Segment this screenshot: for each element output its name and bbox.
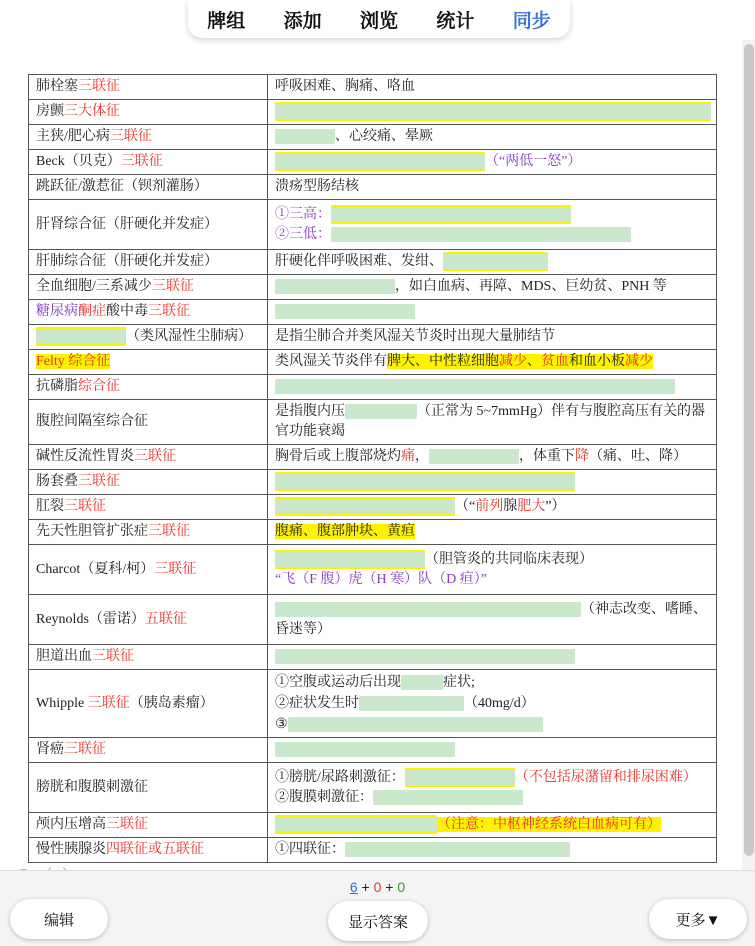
answer-cell xyxy=(268,300,717,325)
table-row xyxy=(29,250,717,275)
term-cell: 胆道出血三联征 xyxy=(29,645,268,670)
answer-cell: （胆管炎的共同临床表现） “飞（F 腹）虎（H 寒）队（D 疸）” xyxy=(268,545,717,595)
answer-mask[interactable] xyxy=(275,129,335,144)
table-row xyxy=(29,813,717,838)
answer-mask[interactable] xyxy=(275,552,425,567)
term-cell: 肺栓塞三联征 xyxy=(29,75,268,100)
answer-cell: ①四联征： xyxy=(268,838,717,863)
answer-mask[interactable] xyxy=(405,770,515,785)
answer-cell: （神志改变、嗜睡、 昏迷等） xyxy=(268,595,717,645)
term-cell: （类风湿性尘肺病） xyxy=(29,325,268,350)
answer-cell: 是指腹内压 （正常为 5~7mmHg）伴有与腹腔高压有关的器官功能衰竭 xyxy=(268,400,717,445)
term-cell: Beck（贝克）三联征 xyxy=(29,150,268,175)
term-cell: 房颤三大体征 xyxy=(29,100,268,125)
table-row xyxy=(29,470,717,495)
table-row xyxy=(29,350,717,375)
answer-cell: （“两低一怒”） xyxy=(268,150,717,175)
answer-mask[interactable] xyxy=(275,742,455,757)
learn-count: 0 xyxy=(373,879,382,895)
table-row xyxy=(29,125,717,150)
answer-mask[interactable] xyxy=(331,207,571,222)
term-cell: 慢性胰腺炎四联征或五联征 xyxy=(29,838,268,863)
answer-cell: 、心绞痛、晕厥 xyxy=(268,125,717,150)
term-cell: 碱性反流性胃炎三联征 xyxy=(29,445,268,470)
top-nav xyxy=(188,0,570,38)
answer-mask[interactable] xyxy=(275,474,575,489)
term-cell: 主狭/肥心病三联征 xyxy=(29,125,268,150)
answer-mask[interactable] xyxy=(275,602,581,617)
answer-mask[interactable] xyxy=(275,154,485,169)
answer-cell: 肝硬化伴呼吸困难、发绀、 xyxy=(268,250,717,275)
tab-add[interactable]: 添加 xyxy=(283,10,322,32)
term-cell: 肠套叠三联征 xyxy=(29,470,268,495)
term-cell: 颅内压增高三联征 xyxy=(29,813,268,838)
tab-sync[interactable]: 同步 xyxy=(512,10,551,32)
card-counts: 6 + 0 + 0 xyxy=(349,879,406,895)
tab-browse[interactable]: 浏览 xyxy=(359,10,398,32)
answer-cell: ，如白血病、再障、MDS、巨幼贫、PNH 等 xyxy=(268,275,717,300)
answer-cell xyxy=(268,738,717,763)
answer-cell: （注意：中枢神经系统白血病可有） xyxy=(268,813,717,838)
table-row xyxy=(29,275,717,300)
term-cell: 膀胱和腹膜刺激征 xyxy=(29,763,268,813)
table-row xyxy=(29,175,717,200)
answer-cell: ①三高： ②三低： xyxy=(268,200,717,250)
table-row xyxy=(29,200,717,250)
answer-cell: 腹痛、腹部肿块、黄疸 xyxy=(268,520,717,545)
table-row xyxy=(29,300,717,325)
answer-mask[interactable] xyxy=(443,254,548,269)
table-row xyxy=(29,670,717,738)
new-count: 6 xyxy=(349,879,358,895)
answer-cell: 类风湿关节炎伴有脾大、中性粒细胞减少、贫血和血小板减少 xyxy=(268,350,717,375)
term-cell: Reynolds（雷诺）五联征 xyxy=(29,595,268,645)
table-row xyxy=(29,838,717,863)
term-cell: Whipple 三联征（胰岛素瘤） xyxy=(29,670,268,738)
answer-mask[interactable] xyxy=(275,379,675,394)
term-cell: 先天性胆管扩张症三联征 xyxy=(29,520,268,545)
answer-mask[interactable] xyxy=(275,104,711,119)
term-cell: 肛裂三联征 xyxy=(29,495,268,520)
table-row xyxy=(29,325,717,350)
answer-mask[interactable] xyxy=(345,404,417,419)
table-row xyxy=(29,400,717,445)
answer-cell: 胸骨后或上腹部烧灼痛， ，体重下降（痛、吐、降） xyxy=(268,445,717,470)
answer-cell: ①膀胱/尿路刺激征： （不包括尿潴留和排尿困难） ②腹膜刺激征： xyxy=(268,763,717,813)
term-cell: 肾癌三联征 xyxy=(29,738,268,763)
table-row xyxy=(29,375,717,400)
answer-cell: 溃疡型肠结核 xyxy=(268,175,717,200)
answer-mask[interactable] xyxy=(345,842,570,857)
answer-cell: 呼吸困难、胸痛、咯血 xyxy=(268,75,717,100)
term-cell: Felty 综合征 xyxy=(29,350,268,375)
table-row xyxy=(29,520,717,545)
table-row xyxy=(29,763,717,813)
answer-mask[interactable] xyxy=(275,304,415,319)
term-cell: 肝肺综合征（肝硬化并发症） xyxy=(29,250,268,275)
term-cell: 糖尿病酮症酸中毒三联征 xyxy=(29,300,268,325)
term-cell: 抗磷脂综合征 xyxy=(29,375,268,400)
answer-mask[interactable] xyxy=(359,696,464,711)
answer-cell: （“前列腺肥大”） xyxy=(268,495,717,520)
table-row xyxy=(29,100,717,125)
edit-button[interactable]: 编辑 xyxy=(10,899,108,939)
term-cell: 全血细胞/三系减少三联征 xyxy=(29,275,268,300)
answer-cell: 是指尘肺合并类风湿关节炎时出现大量肺结节 xyxy=(268,325,717,350)
review-bottom-bar xyxy=(0,870,755,946)
table-row xyxy=(29,150,717,175)
term-cell: 腹腔间隔室综合征 xyxy=(29,400,268,445)
answer-mask[interactable] xyxy=(275,499,455,514)
answer-cell xyxy=(268,100,717,125)
answer-cell: ①空腹或运动后出现 症状; ②症状发生时 （40mg/d） ③ xyxy=(268,670,717,738)
term-cell: 跳跃征/激惹征（钡剂灌肠） xyxy=(29,175,268,200)
answer-cell xyxy=(268,470,717,495)
term-cell: 肝肾综合征（肝硬化并发症） xyxy=(29,200,268,250)
table-row xyxy=(29,75,717,100)
answer-mask[interactable] xyxy=(373,790,523,805)
answer-mask[interactable] xyxy=(275,279,395,294)
show-answer-button[interactable]: 显示答案 xyxy=(328,901,428,941)
more-button[interactable]: 更多▼ xyxy=(649,899,747,939)
scrollbar-thumb[interactable] xyxy=(744,44,754,856)
answer-cell xyxy=(268,645,717,670)
tab-decks[interactable]: 牌组 xyxy=(207,10,246,32)
card-table xyxy=(28,74,717,863)
table-row xyxy=(29,445,717,470)
answer-cell xyxy=(268,375,717,400)
table-row xyxy=(29,595,717,645)
tab-stats[interactable]: 统计 xyxy=(436,10,475,32)
review-count: 0 xyxy=(397,879,406,895)
table-row xyxy=(29,495,717,520)
answer-mask[interactable] xyxy=(288,717,543,732)
table-row xyxy=(29,738,717,763)
term-mask[interactable] xyxy=(36,329,126,344)
table-row xyxy=(29,645,717,670)
table-row xyxy=(29,545,717,595)
answer-mask[interactable] xyxy=(429,449,519,464)
answer-mask[interactable] xyxy=(401,675,443,690)
answer-mask[interactable] xyxy=(275,817,437,832)
term-cell: Charcot（夏科/柯）三联征 xyxy=(29,545,268,595)
answer-mask[interactable] xyxy=(275,649,575,664)
answer-mask[interactable] xyxy=(331,227,631,242)
